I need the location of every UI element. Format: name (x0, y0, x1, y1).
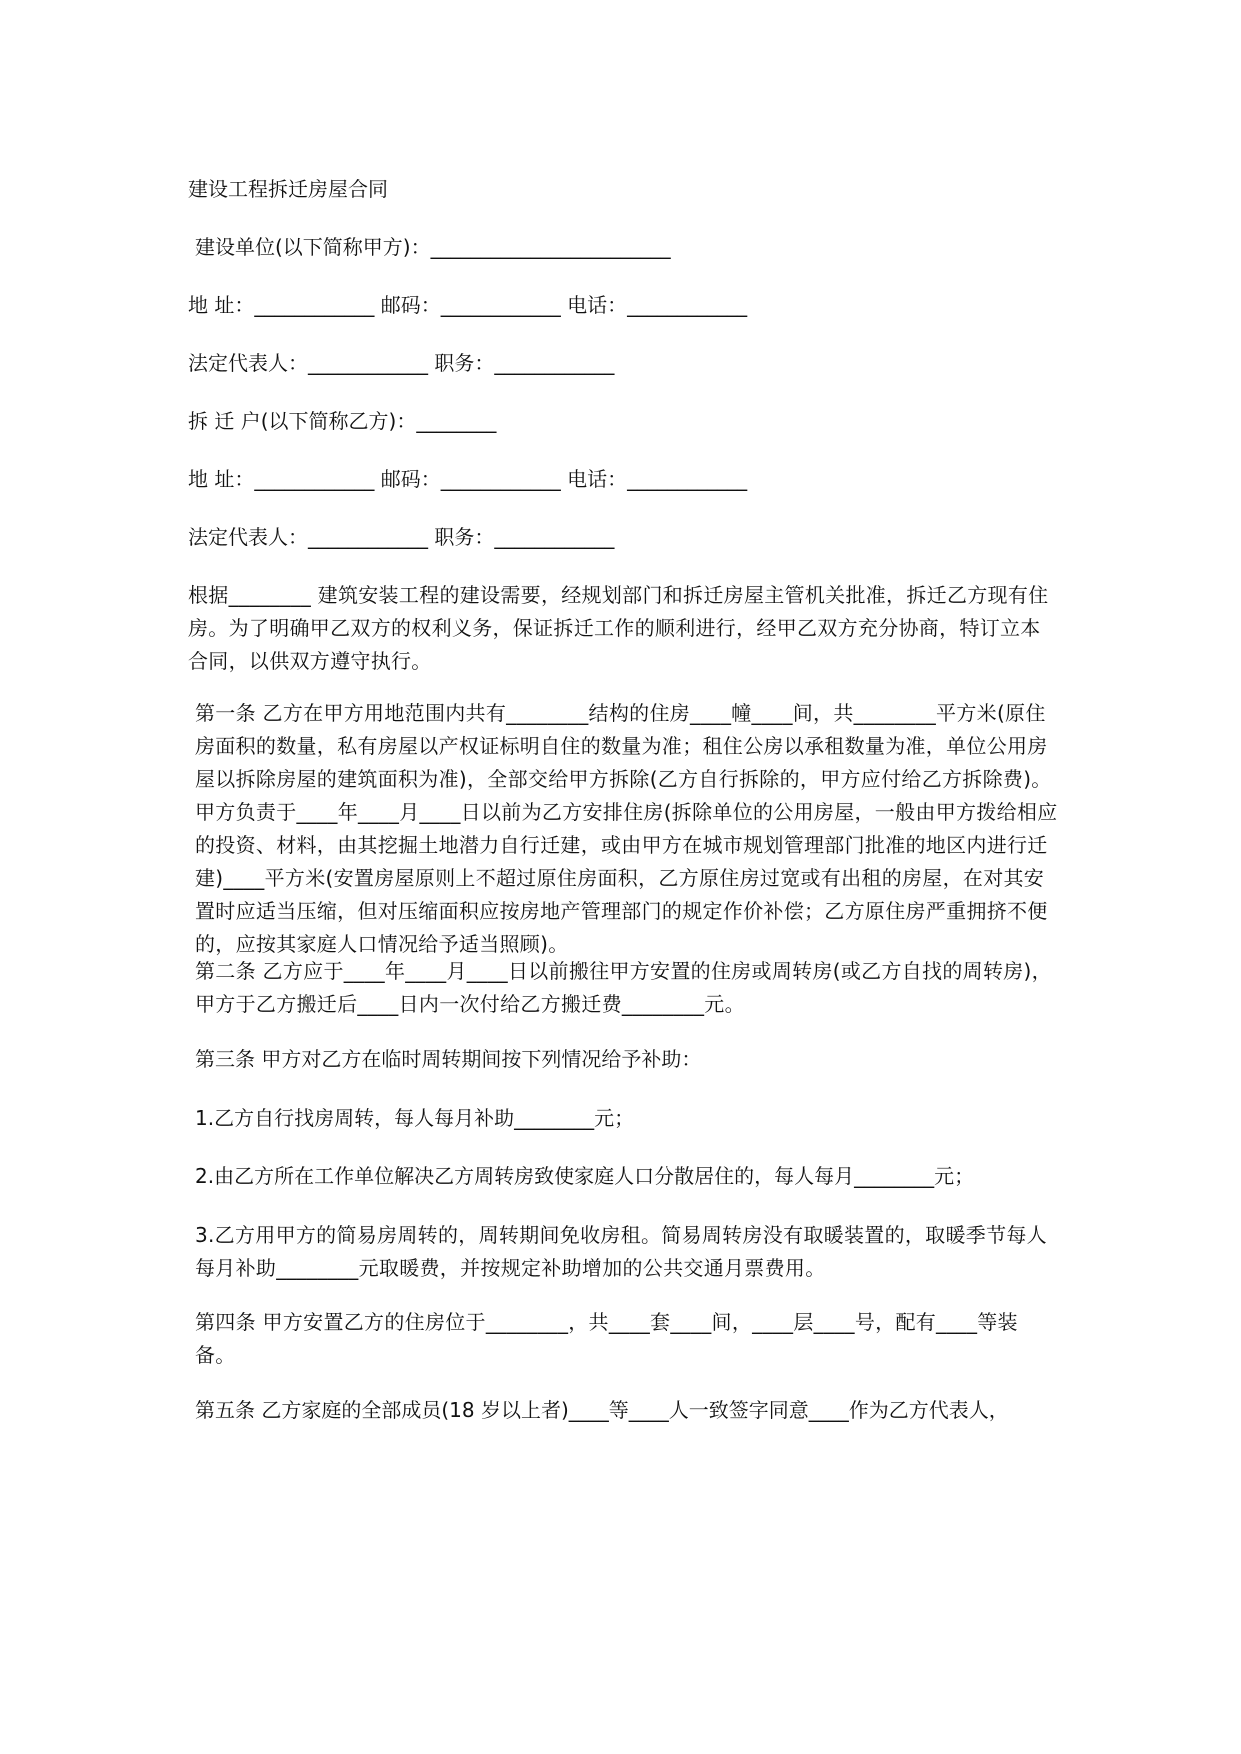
party-a-contact: 地 址：____________ 邮码：____________ 电话：____________ (188, 293, 748, 317)
article-5: 第五条 乙方家庭的全部成员(18 岁以上者)____等____人一致签字同意____作为乙方代表人， (195, 1398, 1009, 1422)
party-a-representative: 法定代表人：____________ 职务：____________ (188, 351, 615, 375)
document-title: 建设工程拆迁房屋合同 (188, 177, 388, 201)
article-3-item-1: 1.乙方自行找房周转，每人每月补助________元； (195, 1106, 635, 1130)
article-2: 第二条 乙方应于____年____月____日以前搬往甲方安置的住房或周转房(或乙方自找的周转房)，甲方于乙方搬迁后____日内一次付给乙方搬迁费________元。 (195, 959, 1052, 1016)
party-b-intro: 拆 迁 户(以下简称乙方)：________ (188, 409, 497, 433)
article-3-item-2: 2.由乙方所在工作单位解决乙方周转房致使家庭人口分散居住的，每人每月________元； (195, 1164, 975, 1188)
preamble-paragraph: 根据________ 建筑安装工程的建设需要，经规划部门和拆迁房屋主管机关批准，拆迁乙方现有住房。为了明确甲乙双方的权利义务，保证拆迁工作的顺利进行，经甲乙双方充分协商，特订立本合同，以供双方遵守执行。 (188, 583, 1049, 673)
party-b-contact: 地 址：____________ 邮码：____________ 电话：____________ (188, 467, 748, 491)
party-b-representative: 法定代表人：____________ 职务：____________ (188, 525, 615, 549)
party-a-intro: 建设单位(以下简称甲方)：________________________ (195, 235, 671, 259)
article-4: 第四条 甲方安置乙方的住房位于________，共____套____间，____层____号，配有____等装备。 (195, 1310, 1018, 1367)
article-1: 第一条 乙方在甲方用地范围内共有________结构的住房____幢____间，共________平方米(原住房面积的数量，私有房屋以产权证标明自住的数量为准；租住公房以承租数量为准，单位公用房屋以拆除房屋的建筑面积为准)，全部交给甲方拆除(乙方自行拆除的，甲方应付给乙方拆除费)。甲方负责于____年____月____日以前为乙方安排住房(拆除单位的公用房屋，一般由甲方拨给相应的投资、材料，由其挖掘土地潜力自行迁建，或由甲方在城市规划管理部门批准的地区内进行迁建)____平方米(安置房屋原则上不超过原住房面积，乙方原住房过宽或有出租的房屋，在对其安置时应适当压缩，但对压缩面积应按房地产管理部门的规定作价补偿；乙方原住房严重拥挤不便的，应按其家庭人口情况给予适当照顾)。 (195, 701, 1058, 956)
article-3-item-3: 3.乙方用甲方的简易房周转的，周转期间免收房租。简易周转房没有取暖装置的，取暖季节每人每月补助________元取暖费，并按规定补助增加的公共交通月票费用。 (195, 1223, 1047, 1280)
article-3: 第三条 甲方对乙方在临时周转期间按下列情况给予补助： (195, 1047, 702, 1071)
